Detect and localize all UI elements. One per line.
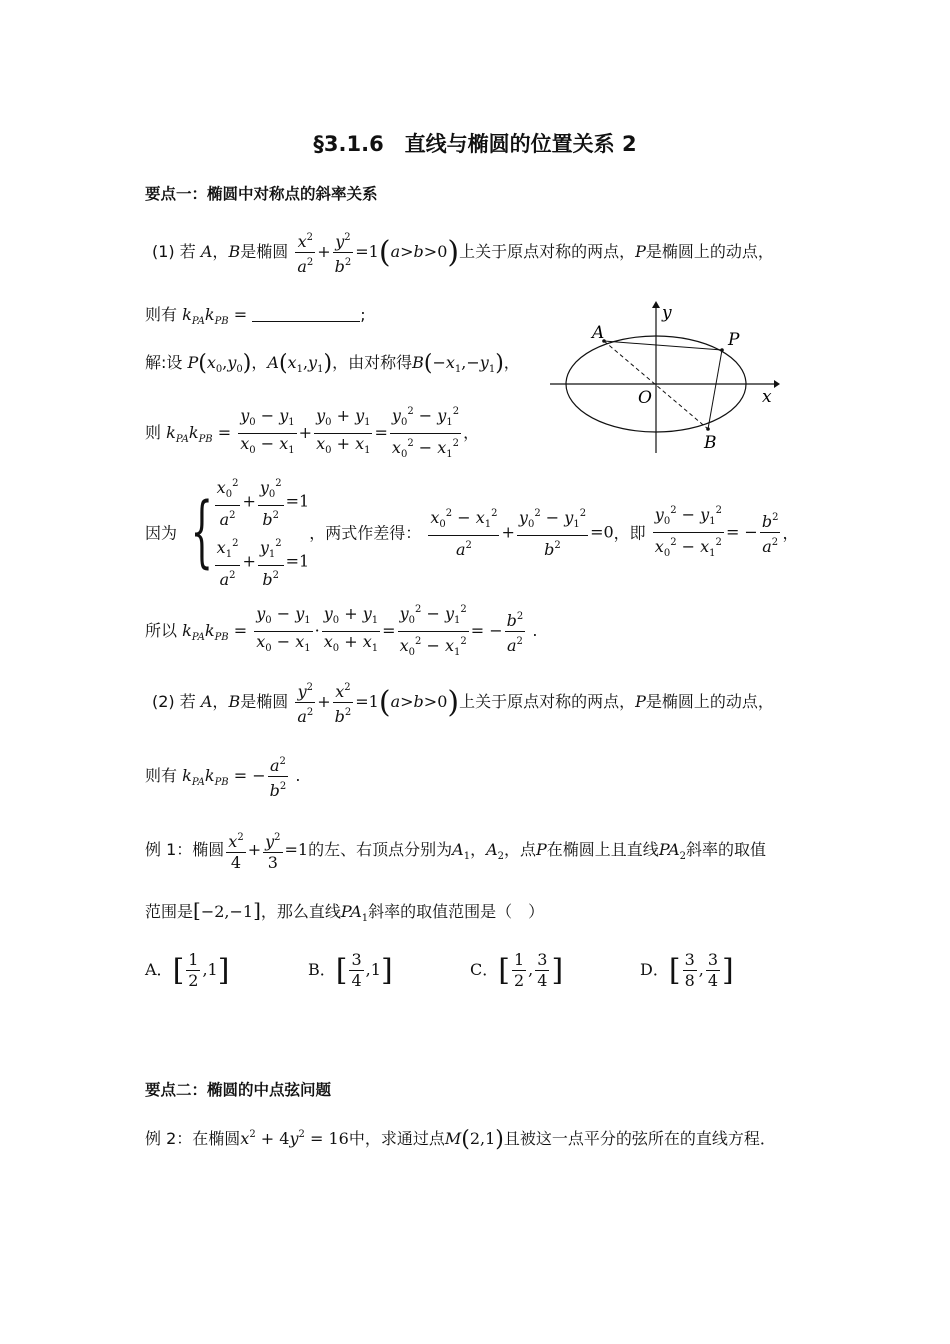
solution-line: 解:设 $P(x_0,y_0)$，$A(x_1,y_1)$，由对称得$B(-x_1,-y_1)$，	[145, 351, 520, 376]
section-heading-1: 要点一：椭圆中对称点的斜率关系	[145, 185, 378, 203]
label-p: P	[728, 330, 740, 350]
result-line-2: 则有 $k_{PA}k_{PB}$ = − $\frac{a^2}{b^2}$ .	[145, 752, 300, 801]
page-title: §3.1.6 直线与椭圆的位置关系 2	[313, 132, 637, 156]
option-a[interactable]: A．[ $\frac{1}{2}$ ,1]	[145, 950, 230, 990]
because-line: 因为 { $\frac{x_0^2}{a^2}$ + $\frac{y_0^2}{b^2}$ =1 $\frac{x_1^2}{a^2}$ + $\frac{y_1^2}{b^2}$ =1 ，两式作差得： $\frac{x_0^2 - x_1^2}{a^2}$ + $\frac{y_0^2 - y_1^2}{b^2}$ =0，即 $\frac{y_0^2 - y_1^2}{x_0^2 - x_1^2}$ = − $\frac{b^2}{a^2}$ ，	[145, 474, 798, 590]
option-c[interactable]: C．[ $\frac{1}{2}$ , $\frac{3}{4}$ ]	[470, 950, 564, 990]
label-o: O	[638, 388, 652, 408]
then-line: 则 $k_{PA}k_{PB}$ = $\frac{y_0 - y_1}{x_0 - x_1}$ + $\frac{y_0 + y_1}{x_0 + x_1}$ = $\frac{y_0^2 - y_1^2}{x_0^2 - x_1^2}$ ，	[145, 402, 479, 465]
part2-statement: (2) 若 A，B是椭圆 $\frac{y^2}{a^2}$ + $\frac{x^2}{b^2}$ =1(a>b>0)上关于原点对称的两点，P是椭圆上的动点，	[152, 678, 774, 727]
label-x: x	[762, 387, 772, 407]
option-b[interactable]: B．[ $\frac{3}{4}$ ,1]	[308, 950, 393, 990]
example1-line1: 例 1：椭圆 $\frac{x^2}{4}$ + $\frac{y^2}{3}$ =1的左、右顶点分别为$A_1$，$A_2$，点P在椭圆上且直线$PA_2$斜率的取值	[145, 828, 766, 873]
example2-line: 例 2：在椭圆$x^2 + 4y^2 = 16$中，求通过点M(2,1)且被这一点平分的弦所在的直线方程．	[145, 1127, 776, 1152]
segment-pa	[604, 341, 722, 350]
section-heading-2: 要点二：椭圆的中点弦问题	[145, 1081, 332, 1099]
result-line-1: 则有 $k_{PA}k_{PB}$ = ;	[145, 305, 366, 327]
example1-line2: 范围是[−2,−1]，那么直线$PA_1$斜率的取值范围是（ ）	[145, 898, 545, 924]
label-b: B	[704, 433, 717, 453]
ellipse-figure	[548, 298, 780, 458]
label-y: y	[662, 303, 672, 323]
option-d[interactable]: D．[ $\frac{3}{8}$ , $\frac{3}{4}$ ]	[640, 950, 734, 990]
part1-statement: (1) 若 A，B是椭圆 $\frac{x^2}{a^2}$ + $\frac{y^2}{b^2}$ =1(a>b>0)上关于原点对称的两点，P是椭圆上的动点，	[152, 228, 774, 277]
part1-prefix: (1) 若	[152, 242, 196, 261]
so-line: 所以 $k_{PA}k_{PB}$ = $\frac{y_0 - y_1}{x_0 - x_1}$ · $\frac{y_0 + y_1}{x_0 + x_1}$ = $\frac{y_0^2 - y_1^2}{x_0^2 - x_1^2}$ = − $\frac{b^2}{a^2}$ .	[145, 600, 537, 663]
label-a: A	[592, 323, 605, 343]
